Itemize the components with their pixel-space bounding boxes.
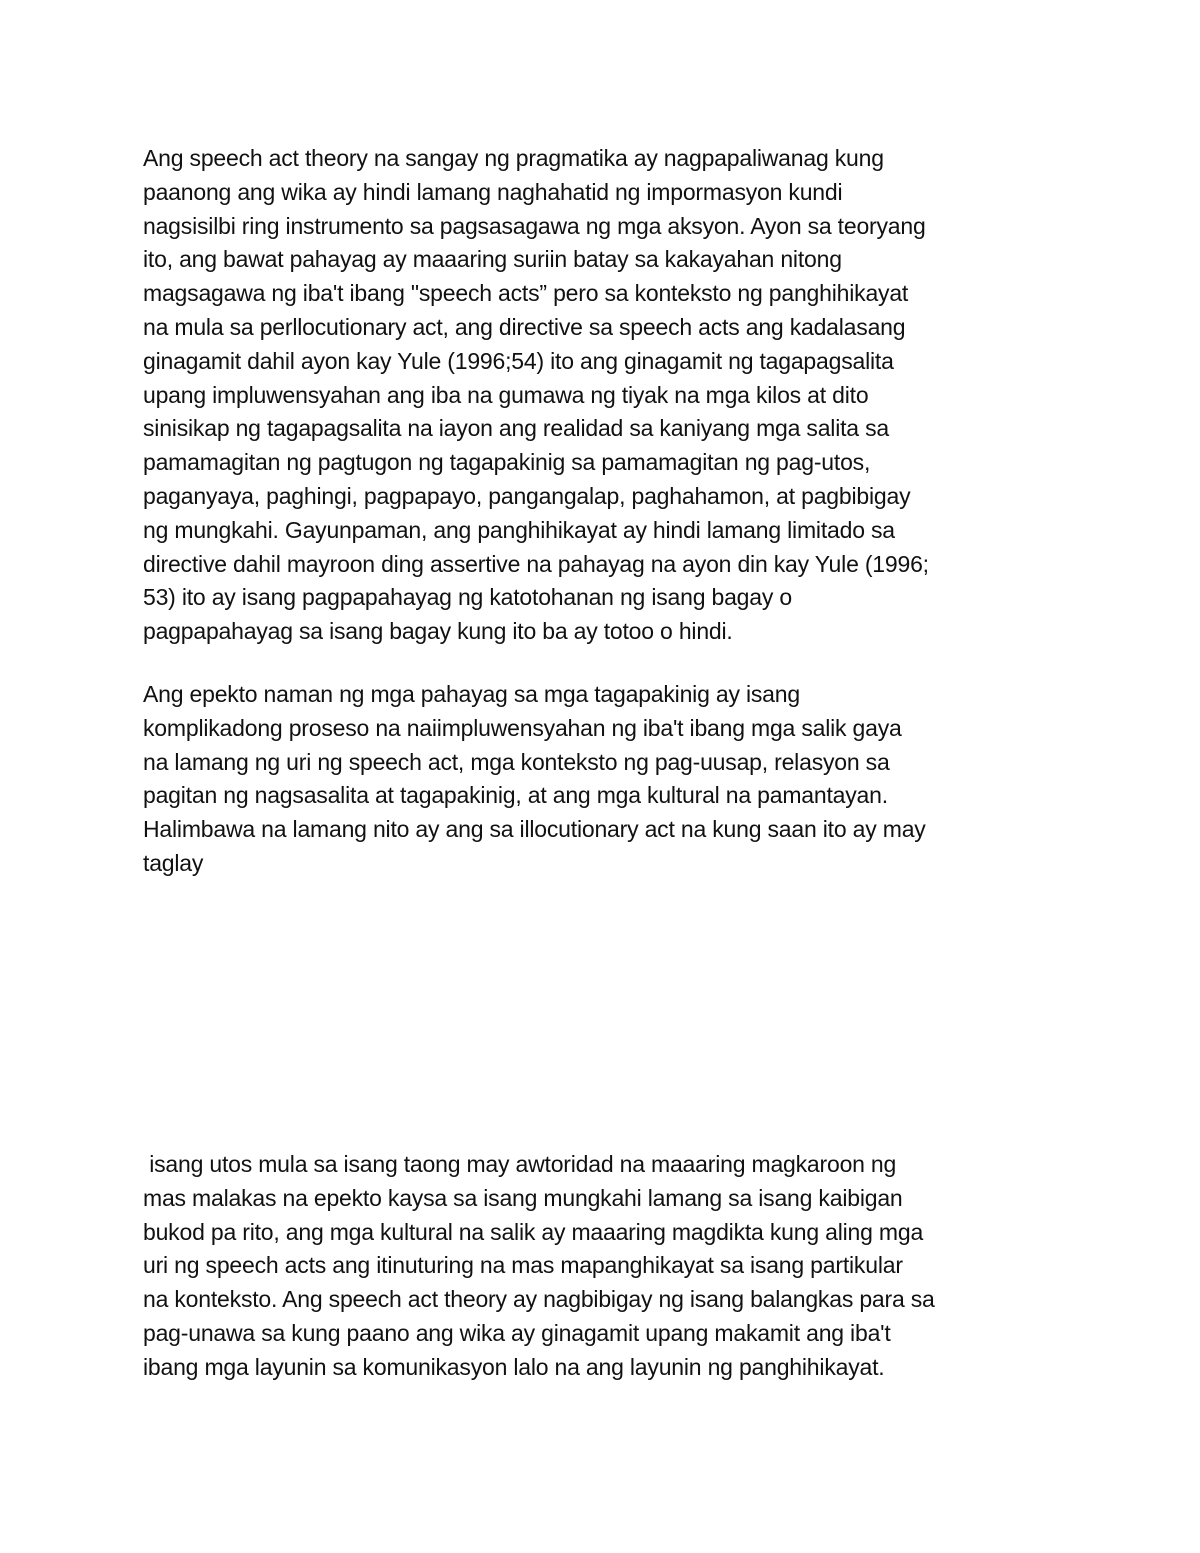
text-line: ibang mga layunin sa komunikasyon lalo na ang layunin ng panghihikayat.	[143, 1353, 885, 1380]
text-line: uri ng speech acts ang itinuturing na mas mapanghikayat sa isang partikular	[143, 1252, 903, 1279]
text-line: taglay	[143, 849, 204, 876]
text-line: magsagawa ng iba't ibang "speech acts” pero sa konteksto ng panghihikayat	[143, 280, 909, 307]
text-line: nagsisilbi ring instrumento sa pagsasagawa ng mga aksyon. Ayon sa teoryang	[143, 212, 926, 239]
text-line: 53) ito ay isang pagpapahayag ng katotohanan ng isang bagay o	[143, 584, 792, 611]
text-line: upang impluwensyahan ang iba na gumawa ng tiyak na mga kilos at dito	[143, 381, 869, 408]
text-line: pagpapahayag sa isang bagay kung ito ba ay totoo o hindi.	[143, 618, 733, 645]
paragraph-speech-act-theory	[143, 142, 1083, 649]
text-line: na lamang ng uri ng speech act, mga konteksto ng pag-uusap, relasyon sa	[143, 748, 890, 775]
text-line: paanong ang wika ay hindi lamang naghahatid ng impormasyon kundi	[143, 178, 843, 205]
text-line: pamamagitan ng pagtugon ng tagapakinig sa pamamagitan ng pag-utos,	[143, 449, 871, 476]
text-line: paganyaya, paghingi, pagpapayo, pangangalap, paghahamon, at pagbibigay	[143, 482, 911, 509]
text-line: na mula sa perllocutionary act, ang directive sa speech acts ang kadalasang	[143, 313, 906, 340]
text-line: Ang epekto naman ng mga pahayag sa mga tagapakinig ay isang	[143, 681, 800, 707]
text-line: pagitan ng nagsasalita at tagapakinig, at ang mga kultural na pamantayan.	[143, 782, 888, 809]
text-line: Halimbawa na lamang nito ay ang sa illocutionary act na kung saan ito ay may	[143, 816, 926, 843]
text-line: komplikadong proseso na naiimpluwensyahan ng iba't ibang mga salik gaya	[143, 714, 902, 741]
text-line: ng mungkahi. Gayunpaman, ang panghihikayat ay hindi lamang limitado sa	[143, 516, 895, 543]
text-line: ginagamit dahil ayon kay Yule (1996;54) ito ang ginagamit ng tagapagsalita	[143, 347, 894, 374]
text-line: Ang speech act theory na sangay ng pragmatika ay nagpapaliwanag kung	[143, 145, 884, 171]
text-line: bukod pa rito, ang mga kultural na salik ay maaaring magdikta kung aling mga	[143, 1218, 924, 1245]
paragraph-epekto	[143, 678, 1083, 881]
paragraph-continuation	[143, 1148, 1083, 1385]
text-line: mas malakas na epekto kaysa sa isang mungkahi lamang sa isang kaibigan	[143, 1184, 903, 1211]
text-line: ito, ang bawat pahayag ay maaaring suriin batay sa kakayahan nitong	[143, 246, 842, 273]
text-line: na konteksto. Ang speech act theory ay nagbibigay ng isang balangkas para sa	[143, 1286, 935, 1313]
text-line: directive dahil mayroon ding assertive na pahayag na ayon din kay Yule (1996;	[143, 550, 929, 577]
text-line: pag-unawa sa kung paano ang wika ay ginagamit upang makamit ang iba't	[143, 1319, 891, 1346]
text-line: sinisikap ng tagapagsalita na iayon ang realidad sa kaniyang mga salita sa	[143, 415, 889, 442]
text-line: isang utos mula sa isang taong may awtoridad na maaaring magkaroon ng	[143, 1151, 897, 1177]
